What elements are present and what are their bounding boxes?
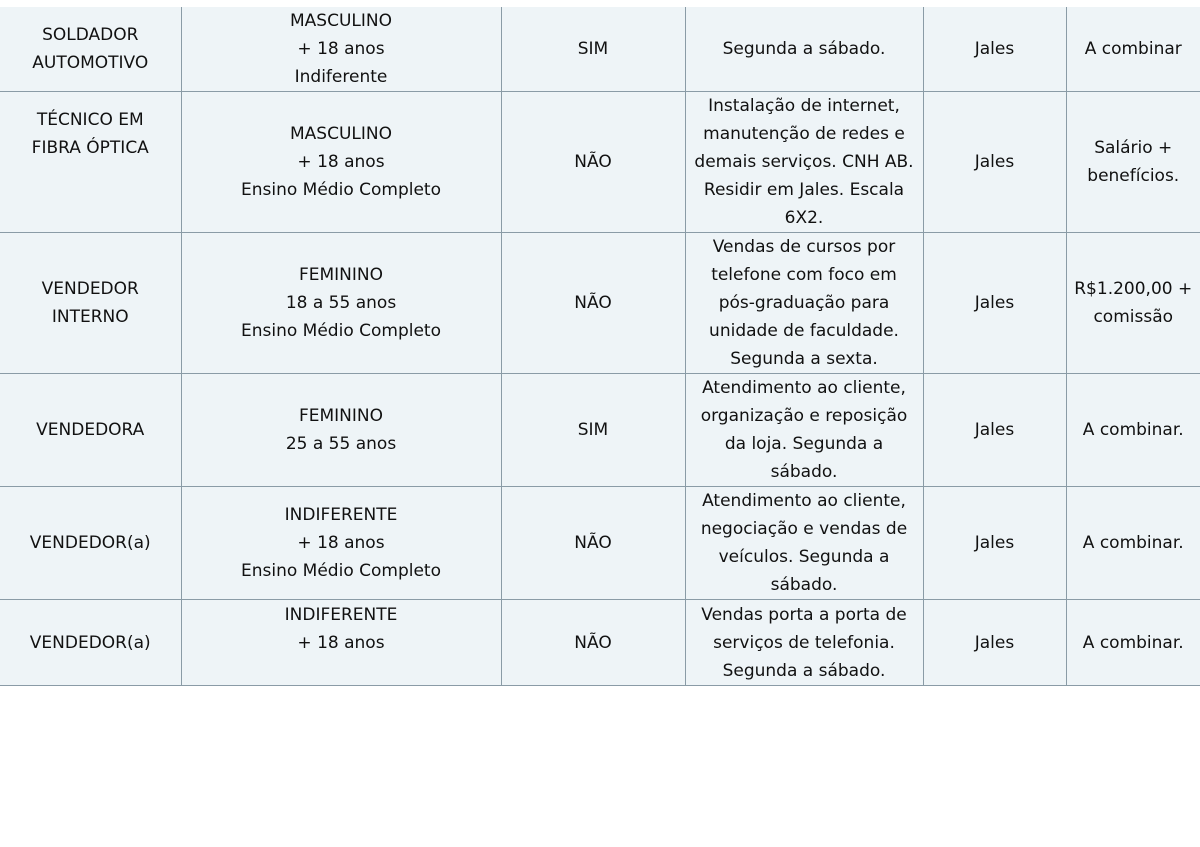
city-cell [923,600,1066,686]
pcd-cell [501,374,685,487]
cell-text: Jales [974,152,1015,172]
cell-line: A combinar [1084,39,1182,59]
table-body [0,7,1200,686]
table-row [0,92,1200,233]
job-title-cell [0,600,181,686]
cell-text: Jales [974,632,1015,653]
cell-line: sábado. [770,462,838,482]
pcd-cell [501,233,685,374]
pcd-cell [501,600,685,686]
cell-text: Jales [974,293,1015,313]
cell-line: MASCULINO [290,11,392,31]
requirements-cell [181,600,501,686]
pcd-cell [501,7,685,92]
cell-line: MASCULINO [290,124,392,144]
cell-line: manutenção de redes e [703,124,905,144]
cell-line: + 18 anos [297,152,385,172]
cell-text: NÃO [574,152,612,172]
cell-line: Salário + [1094,138,1173,158]
cell-line: + 18 anos [297,533,385,553]
cell-line [4,190,177,218]
cell-line: VENDEDOR [41,279,139,299]
cell-line: VENDEDORA [36,420,145,440]
cell-line: VENDEDOR(a) [29,632,151,653]
cell-line: sábado. [770,575,838,595]
requirements-cell [181,374,501,487]
cell-line: benefícios. [1087,166,1180,186]
salary-cell [1066,7,1200,92]
cell-line: da loja. Segunda a [724,434,884,454]
cell-text: NÃO [574,533,612,553]
requirements-cell [181,7,501,92]
city-cell [923,487,1066,600]
table-row [0,374,1200,487]
cell-line: demais serviços. CNH AB. [694,152,914,172]
salary-cell [1066,600,1200,686]
cell-line: FIBRA ÓPTICA [31,138,149,158]
cell-text: Jales [974,533,1015,553]
cell-line: negociação e vendas de [700,519,908,539]
table-row [0,487,1200,600]
job-title-cell [0,7,181,92]
cell-line: veículos. Segunda a [718,547,890,567]
cell-line: A combinar. [1082,632,1184,653]
description-cell [685,487,923,600]
cell-line: FEMININO [298,406,384,426]
description-cell [685,92,923,233]
job-listings-table [0,7,1200,686]
cell-line: pós-graduação para [718,293,890,313]
cell-line: A combinar. [1082,533,1184,553]
cell-line: Vendas porta a porta de [701,604,907,625]
description-cell [685,233,923,374]
description-cell [685,7,923,92]
description-cell [685,600,923,686]
cell-line: INTERNO [51,307,129,327]
cell-line: Segunda a sábado. [722,39,886,59]
cell-line: INDIFERENTE [284,604,398,625]
cell-line: Ensino Médio Completo [241,321,441,341]
cell-line: + 18 anos [297,632,385,653]
city-cell [923,233,1066,374]
cell-line: SOLDADOR [42,25,139,45]
cell-line: 25 a 55 anos [285,434,397,454]
cell-line: comissão [1093,307,1174,327]
cell-line [4,162,177,190]
requirements-cell [181,92,501,233]
table-row [0,600,1200,686]
job-title-cell [0,233,181,374]
cell-line: TÉCNICO EM [36,110,144,130]
job-title-cell [0,487,181,600]
salary-cell [1066,233,1200,374]
cell-text: Jales [974,39,1015,59]
pcd-cell [501,487,685,600]
description-cell [685,374,923,487]
cell-line: Atendimento ao cliente, [702,491,906,511]
cell-line: Vendas de cursos por [712,237,896,257]
cell-line: INDIFERENTE [284,505,398,525]
cell-text: Jales [974,420,1015,440]
requirements-cell [181,487,501,600]
cell-text: SIM [577,39,609,59]
cell-line: A combinar. [1082,420,1184,440]
city-cell [923,92,1066,233]
cell-line [186,657,497,685]
cell-line: Segunda a sábado. [722,660,886,681]
city-cell [923,7,1066,92]
salary-cell [1066,374,1200,487]
cell-line: organização e reposição [700,406,908,426]
table-row [0,7,1200,92]
cell-line: Instalação de internet, [708,96,900,116]
cell-line: Ensino Médio Completo [241,561,441,581]
pcd-cell [501,92,685,233]
cell-line: + 18 anos [297,39,385,59]
table-row [0,233,1200,374]
cell-line: AUTOMOTIVO [32,53,149,73]
salary-cell [1066,92,1200,233]
cell-line: FEMININO [298,265,384,285]
cell-text: NÃO [574,293,612,313]
cell-line: serviços de telefonia. [713,632,895,653]
cell-line: telefone com foco em [711,265,897,285]
cell-line: Ensino Médio Completo [241,180,441,200]
job-title-cell [0,92,181,233]
cell-line: 18 a 55 anos [285,293,397,313]
cell-text: SIM [577,420,609,440]
requirements-cell [181,233,501,374]
job-title-cell [0,374,181,487]
cell-line: Segunda a sexta. [730,349,878,369]
cell-line: 6X2. [784,208,824,228]
cell-line: VENDEDOR(a) [29,533,151,553]
cell-line: unidade de faculdade. [709,321,899,341]
cell-line: Residir em Jales. Escala [703,180,905,200]
cell-line: Atendimento ao cliente, [702,378,906,398]
cell-text: NÃO [574,632,612,653]
cell-line: R$1.200,00 + [1074,279,1193,299]
salary-cell [1066,487,1200,600]
city-cell [923,374,1066,487]
cell-line: Indiferente [294,67,388,87]
